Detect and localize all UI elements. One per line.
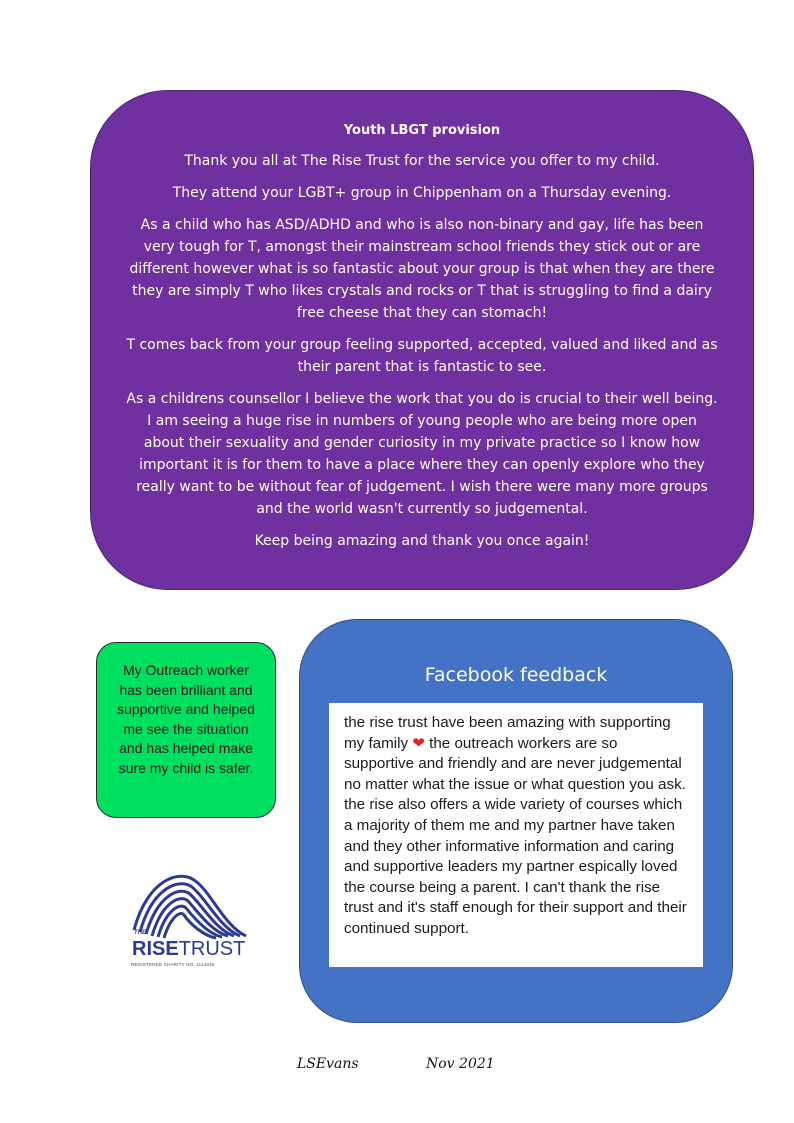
testimonial-paragraph: Keep being amazing and thank you once again! [254,533,590,549]
testimonial-paragraph: They attend your LGBT+ group in Chippenham on a Thursday evening. [172,185,672,201]
logo-wordmark [132,938,245,961]
testimonial-paragraph: T comes back from your group feeling supported, accepted, valued and liked and as their parent that is fantastic to see. [126,337,718,375]
facebook-review-text: the outreach workers are so supportive and friendly and are never judgemental no matter what the issue or what question you ask. the rise also offers a wide variety of courses which a majority of them me and my partner have taken and they other informative information and caring and supportive leaders my partner espically loved the course being a parent. I can't thank the rise trust and it's staff enough for their support and their continued support. [344,734,687,937]
footer-author: LSEvans [297,1056,359,1072]
logo-the-text: THE [134,930,146,936]
facebook-feedback-title: Facebook feedback [424,664,608,686]
testimonial-paragraph: As a child who has ASD/ADHD and who is also non-binary and gay, life has been very tough for T, amongst their mainstream school friends they stick out or are different however what is so fantastic about your group is that when they are there they are simply T who likes crystals and rocks or T that is struggling to find a dairy free cheese that they can stomach! [129,217,715,321]
facebook-review-text: the rise trust have been amazing with supporting my family [344,714,671,752]
testimonial-title: Youth LBGT provision [343,123,501,138]
logo-registered-text: REGISTERED CHARITY NO. 1114446 [131,962,215,967]
testimonial-paragraph: As a childrens counsellor I believe the work that you do is crucial to their well being. I am seeing a huge rise in numbers of young people who are being more open about their sexuality and gender curiosity in my private practice so I know how important it is for them to have a place where they can openly explore who they really want to be without fear of judgement. I wish there were many more groups and the world wasn't currently so judgemental. [126,391,718,517]
facebook-feedback-panel [299,619,733,1023]
outreach-quote-box [96,642,276,818]
facebook-review-card [329,703,703,967]
outreach-quote-text: My Outreach worker has been brilliant and supportive and helped me see the situation and has helped make sure my child is safer. [117,662,255,776]
footer-date: Nov 2021 [426,1056,495,1072]
logo-trust-text: TRUST [178,938,246,960]
logo-rise-text: RISE [132,938,179,960]
heart-icon: ❤ [412,734,425,752]
testimonial-paragraph: Thank you all at The Rise Trust for the service you offer to my child. [184,153,660,169]
testimonial-panel [90,90,754,590]
